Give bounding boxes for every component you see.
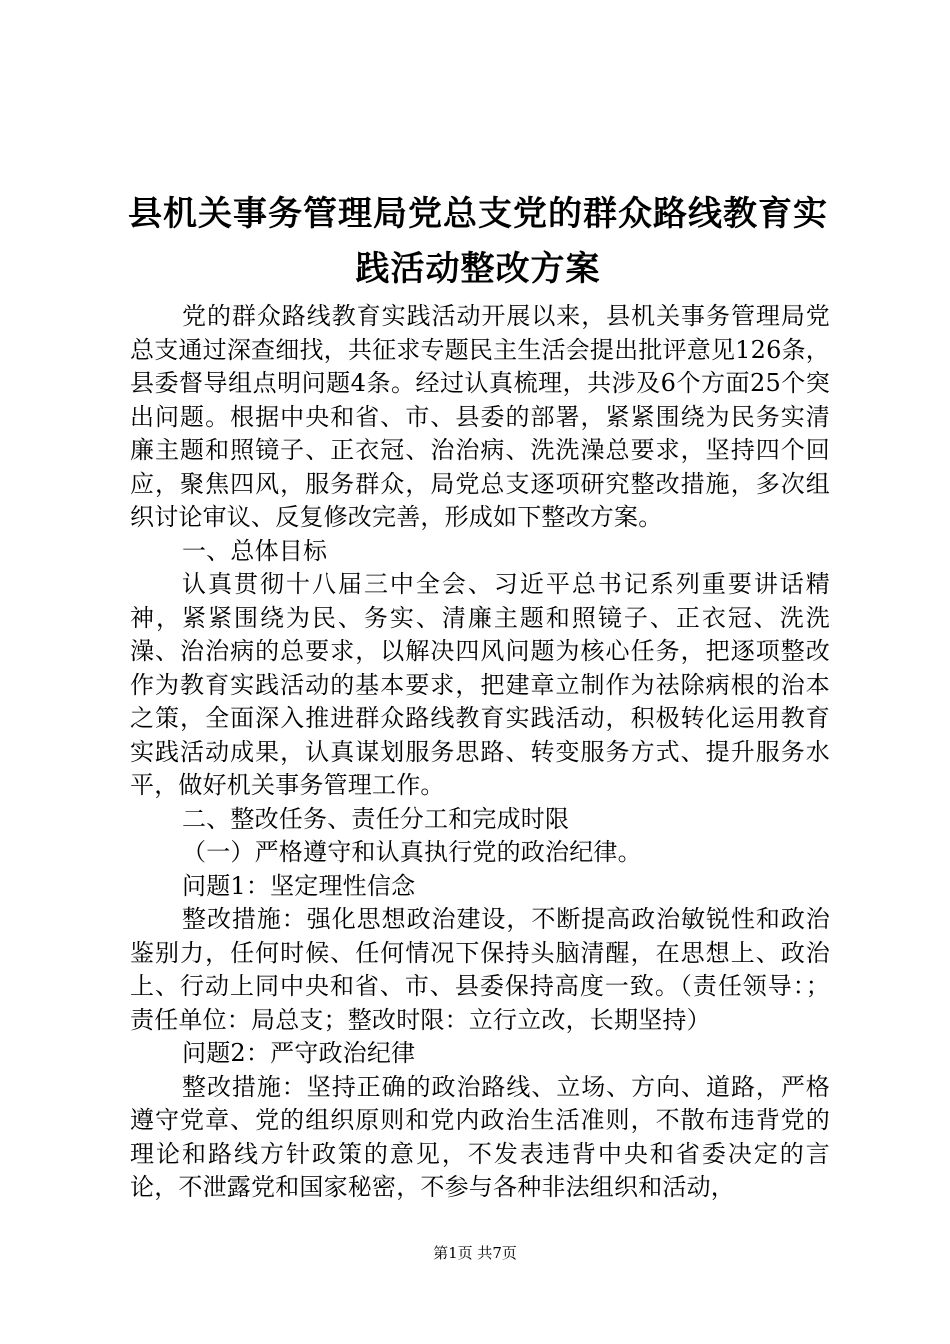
- intro-paragraph: 党的群众路线教育实践活动开展以来，县机关事务管理局党总支通过深查细找，共征求专题民主生活会提出批评意见126条，县委督导组点明问题4条。经过认真梳理，共涉及6个方面25个突出问题。根据中央和省、市、县委的部署，紧紧围绕为民务实清廉主题和照镜子、正衣冠、治治病、洗洗澡总要求，坚持四个回应，聚焦四风，服务群众，局党总支逐项研究整改措施，多次组织讨论审议、反复修改完善，形成如下整改方案。: [130, 302, 830, 531]
- section-heading-general-goal: 一、总体目标: [182, 536, 328, 565]
- document-title-line-1: 县机关事务管理局党总支党的群众路线教育实: [128, 194, 828, 234]
- problem-2-measures: 整改措施：坚持正确的政治路线、立场、方向、道路，严格遵守党章、党的组织原则和党内政治生活准则，不散布违背党的理论和路线方针政策的意见，不发表违背中央和省委决定的言论，不泄露党和国家秘密，不参与各种非法组织和活动，: [130, 1072, 830, 1201]
- page-number-footer: 第1页 共7页: [433, 1244, 517, 1262]
- general-goal-paragraph: 认真贯彻十八届三中全会、习近平总书记系列重要讲话精神，紧紧围绕为民、务实、清廉主题和照镜子、正衣冠、洗洗澡、治治病的总要求，以解决四风问题为核心任务，把逐项整改作为教育实践活动的基本要求，把建章立制作为祛除病根的治本之策，全面深入推进群众路线教育实践活动，积极转化运用教育实践活动成果，认真谋划服务思路、转变服务方式、提升服务水平，做好机关事务管理工作。: [130, 570, 830, 799]
- problem-2-heading: 问题2：严守政治纪律: [182, 1039, 416, 1067]
- problem-1-measures: 整改措施：强化思想政治建设，不断提高政治敏锐性和政治鉴别力，任何时候、任何情况下保持头脑清醒，在思想上、政治上、行动上同中央和省、市、县委保持高度一致。（责任领导：；责任单位：局总支；整改时限：立行立改，长期坚持）: [130, 905, 830, 1034]
- document-title-line-2: 践活动整改方案: [355, 249, 601, 289]
- document-body: [130, 300, 830, 1205]
- section-heading-tasks: 二、整改任务、责任分工和完成时限: [182, 804, 570, 833]
- problem-1-heading: 问题1：坚定理性信念: [182, 871, 416, 900]
- subsection-heading-political-discipline: （一）严格遵守和认真执行党的政治纪律。: [182, 838, 642, 866]
